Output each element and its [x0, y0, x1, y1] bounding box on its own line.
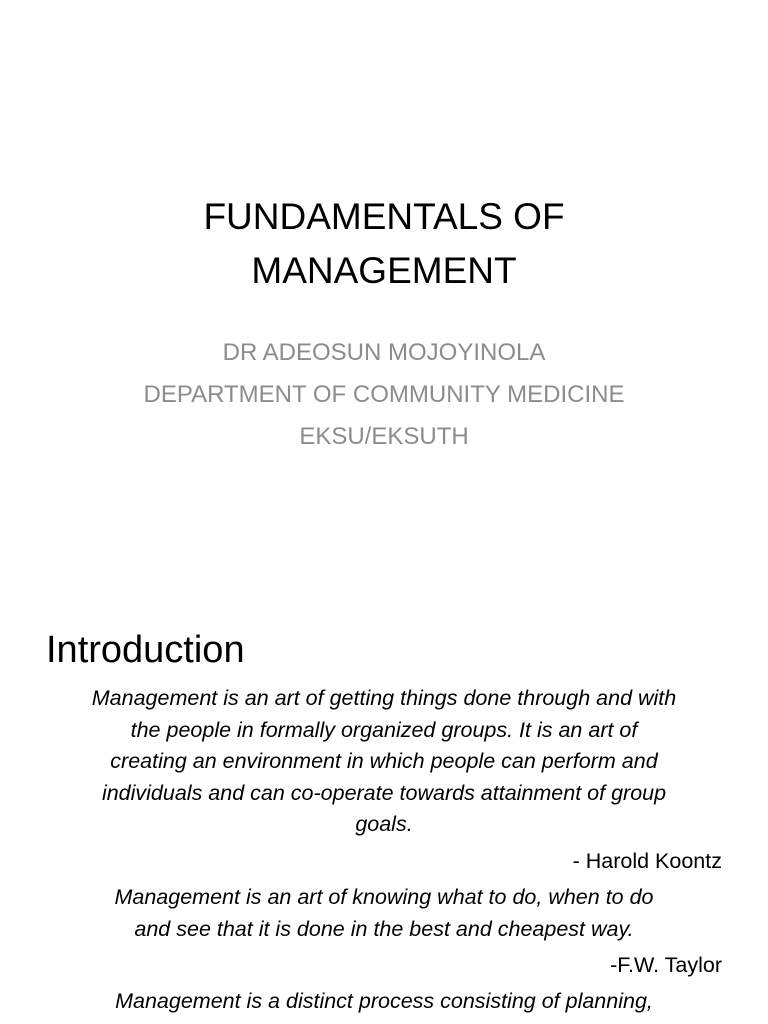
taylor-quote [40, 882, 728, 945]
quote-line: and see that it is done in the best and cheapest way. [134, 916, 634, 941]
quote-line: Management is an art of knowing what to do, when to do [114, 885, 654, 909]
quote-line: Management is an art of getting things done through and with [91, 686, 677, 710]
department-name: DEPARTMENT OF COMMUNITY MEDICINE [143, 381, 625, 408]
quote-line: Management is a distinct process consisting of planning, [115, 989, 653, 1013]
quote-line: goals. [355, 812, 413, 836]
quote-line: the people in formally organized groups. It is an art of [130, 717, 638, 742]
process-quote [40, 986, 728, 1018]
koontz-attribution: - Harold Koontz [572, 849, 722, 873]
institution-name: EKSU/EKSUTH [299, 423, 469, 450]
taylor-attribution: -F.W. Taylor [610, 953, 722, 977]
slide-subtitle [0, 332, 768, 458]
koontz-quote [40, 683, 728, 841]
quote-line: creating an environment in which people can perform and [110, 749, 658, 773]
author-name: DR ADEOSUN MOJOYINOLA [222, 339, 546, 366]
introduction-heading: Introduction [46, 629, 245, 671]
introduction-slide [0, 576, 768, 1024]
slide-title [0, 190, 768, 298]
quote-line: individuals and can co-operate towards attainment of group [101, 780, 667, 805]
title-line-2: MANAGEMENT [251, 250, 517, 291]
title-line-1: FUNDAMENTALS OF [203, 196, 565, 237]
